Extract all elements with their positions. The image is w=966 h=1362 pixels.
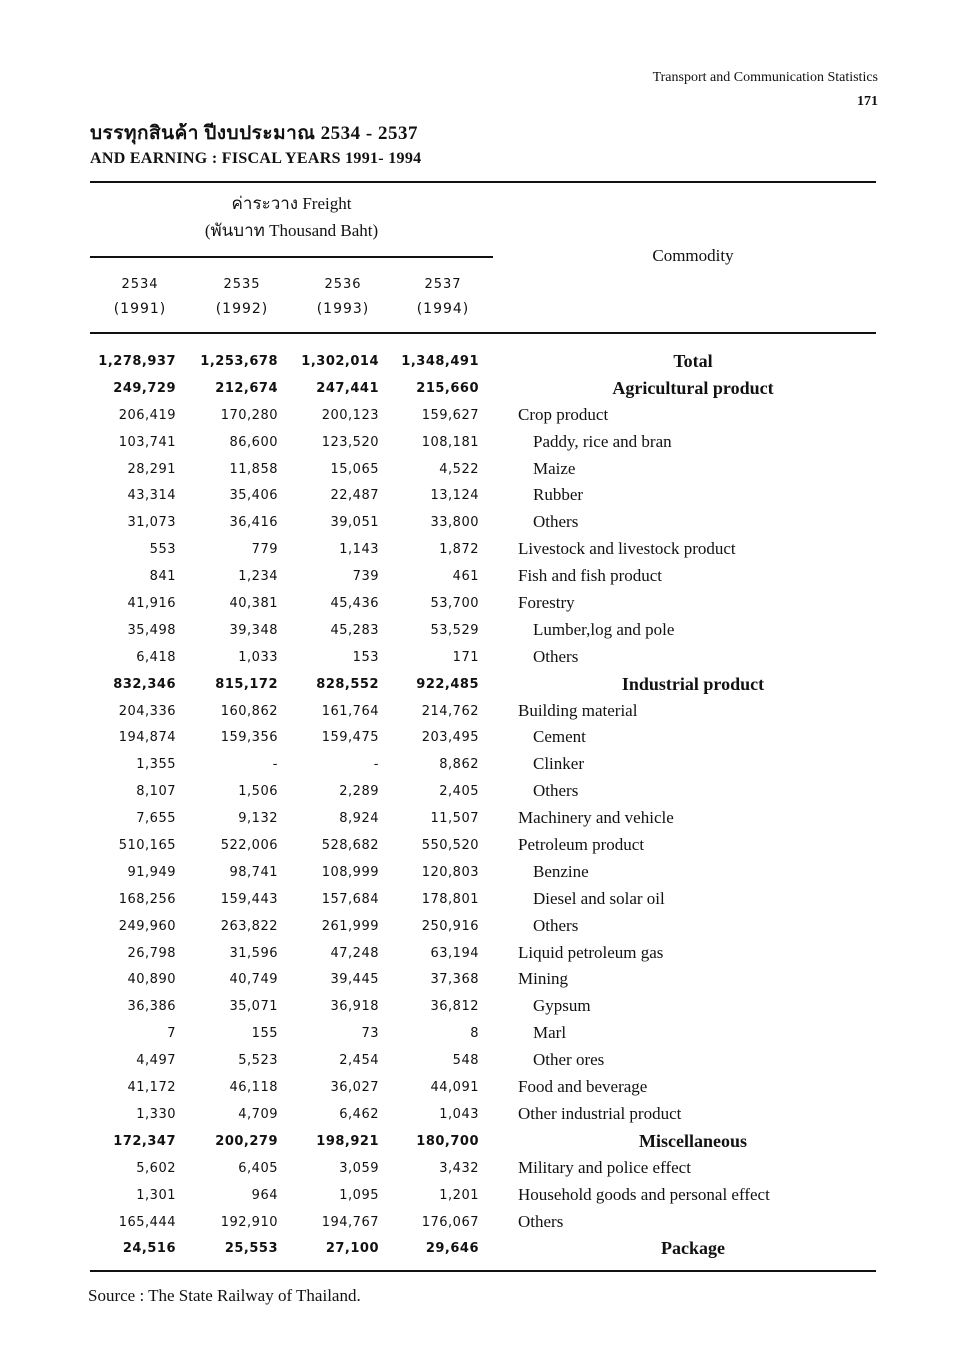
value-cell: 171 (452, 649, 479, 665)
value-cell: 35,406 (229, 488, 278, 504)
running-header (653, 66, 878, 114)
value-cell: 103,741 (118, 434, 176, 450)
value-cell: 47,248 (330, 945, 379, 961)
value-cell: 922,485 (416, 676, 479, 692)
value-cell: 15,065 (330, 461, 379, 477)
value-cell: 200,279 (215, 1133, 278, 1149)
value-cell: 522,006 (220, 838, 278, 854)
commodity-label: Others (533, 781, 579, 801)
value-cell: 461 (452, 569, 479, 585)
value-cell: 98,741 (229, 864, 278, 880)
value-cell: 91,949 (127, 864, 176, 880)
commodity-label: Machinery and vehicle (518, 808, 674, 828)
value-cell: 212,674 (215, 380, 278, 396)
table-row (90, 377, 876, 404)
value-cell: 39,051 (330, 515, 379, 531)
value-cell: 194,874 (118, 730, 176, 746)
source-note: Source : The State Railway of Thailand. (88, 1286, 361, 1305)
value-cell: 159,356 (220, 730, 278, 746)
table-row (90, 592, 876, 619)
table-row (90, 1157, 876, 1184)
value-cell: 964 (251, 1187, 278, 1203)
commodity-label: Mining (518, 969, 569, 989)
value-cell: 528,682 (321, 838, 379, 854)
year-be: 2534 (121, 277, 159, 292)
year-header-1992 (192, 272, 292, 322)
value-cell: 155 (251, 1026, 278, 1042)
value-cell: 6,418 (136, 649, 176, 665)
table-row (90, 404, 876, 431)
value-cell: 33,800 (430, 515, 479, 531)
value-cell: 204,336 (118, 703, 176, 719)
value-cell: 13,124 (430, 488, 479, 504)
value-cell: 31,073 (127, 515, 176, 531)
commodity-label: Others (533, 646, 579, 666)
value-cell: 1,302,014 (301, 354, 379, 369)
value-cell: 1,201 (439, 1187, 479, 1203)
value-cell: 1,234 (238, 569, 278, 585)
year-header-1993 (293, 272, 393, 322)
value-cell: 8,924 (339, 811, 379, 827)
value-cell: 8,862 (439, 757, 479, 773)
value-cell: 40,749 (229, 972, 278, 988)
table-row (90, 995, 876, 1022)
table-row (90, 1049, 876, 1076)
year-be: 2535 (223, 277, 261, 292)
value-cell: 3,059 (339, 1160, 379, 1176)
table-title-english: AND EARNING : FISCAL YEARS 1991- 1994 (90, 150, 422, 167)
value-cell: 25,553 (224, 1241, 278, 1257)
table-row (90, 1076, 876, 1103)
table-row (90, 1211, 876, 1238)
value-cell: 1,348,491 (401, 354, 479, 369)
table-row (90, 700, 876, 727)
value-cell: 553 (149, 542, 176, 558)
value-cell: 9,132 (238, 811, 278, 827)
table-row (90, 458, 876, 485)
value-cell: 11,507 (430, 811, 479, 827)
value-cell: 37,368 (430, 972, 479, 988)
commodity-label: Others (518, 1211, 564, 1231)
year-header-1994 (393, 272, 493, 322)
year-be: 2537 (424, 277, 462, 292)
value-cell: 200,123 (321, 407, 379, 423)
value-cell: 43,314 (127, 488, 176, 504)
table-row (90, 619, 876, 646)
value-cell: 6,462 (339, 1106, 379, 1122)
commodity-label: Livestock and livestock product (518, 539, 736, 559)
table-row (90, 1022, 876, 1049)
table-row (90, 942, 876, 969)
value-cell: 46,118 (229, 1080, 278, 1096)
value-cell: 1,043 (439, 1106, 479, 1122)
year-ce: (1992) (215, 301, 269, 317)
table-row (90, 968, 876, 995)
value-cell: 6,405 (238, 1160, 278, 1176)
value-cell: 35,071 (229, 999, 278, 1015)
table-row (90, 861, 876, 888)
commodity-label: Gypsum (533, 996, 591, 1016)
commodity-label: Household goods and personal effect (518, 1184, 770, 1204)
value-cell: - (272, 757, 278, 773)
value-cell: 178,801 (421, 891, 479, 907)
page-number: 171 (857, 94, 878, 109)
table-row (90, 673, 876, 700)
value-cell: 31,596 (229, 945, 278, 961)
value-cell: 160,862 (220, 703, 278, 719)
value-cell: 1,253,678 (200, 354, 278, 369)
table-row (90, 538, 876, 565)
table-row (90, 726, 876, 753)
value-cell: 53,700 (430, 596, 479, 612)
value-cell: 7 (167, 1026, 176, 1042)
year-be: 2536 (324, 277, 362, 292)
table-row (90, 807, 876, 834)
table-row (90, 484, 876, 511)
year-header-1991 (90, 272, 190, 322)
value-cell: 249,960 (118, 918, 176, 934)
commodity-label: Crop product (518, 404, 609, 424)
value-cell: 1,278,937 (98, 354, 176, 369)
commodity-label: Others (533, 915, 579, 935)
table-row (90, 1184, 876, 1211)
value-cell: 45,436 (330, 596, 379, 612)
value-cell: 1,095 (339, 1187, 379, 1203)
commodity-label: Industrial product (621, 673, 765, 694)
value-cell: 192,910 (220, 1214, 278, 1230)
year-ce: (1994) (416, 301, 470, 317)
value-cell: 159,627 (421, 407, 479, 423)
commodity-label: Military and police effect (518, 1157, 691, 1177)
commodity-label: Petroleum product (518, 835, 645, 855)
value-cell: 203,495 (421, 730, 479, 746)
table-row (90, 834, 876, 861)
commodity-label: Diesel and solar oil (533, 888, 665, 908)
value-cell: 4,522 (439, 461, 479, 477)
value-cell: 36,386 (127, 999, 176, 1015)
value-cell: 1,143 (339, 542, 379, 558)
value-cell: 176,067 (421, 1214, 479, 1230)
value-cell: 108,999 (321, 864, 379, 880)
table-row (90, 511, 876, 538)
table-row (90, 780, 876, 807)
table-body (90, 350, 876, 1264)
value-cell: 73 (361, 1026, 379, 1042)
commodity-column-header: Commodity (652, 246, 734, 265)
value-cell: 40,890 (127, 972, 176, 988)
freight-header-line2: (พันบาท Thousand Baht) (204, 221, 379, 240)
value-cell: 5,602 (136, 1160, 176, 1176)
value-cell: 157,684 (321, 891, 379, 907)
value-cell: 510,165 (118, 838, 176, 854)
value-cell: 815,172 (215, 676, 278, 692)
value-cell: 170,280 (220, 407, 278, 423)
value-cell: 165,444 (118, 1214, 176, 1230)
commodity-label: Maize (533, 458, 576, 478)
commodity-label: Rubber (533, 485, 584, 505)
value-cell: 159,475 (321, 730, 379, 746)
commodity-label: Building material (518, 700, 638, 720)
value-cell: 841 (149, 569, 176, 585)
commodity-label: Others (533, 512, 579, 532)
value-cell: 550,520 (421, 838, 479, 854)
table-row (90, 1237, 876, 1264)
value-cell: 28,291 (127, 461, 176, 477)
value-cell: 39,445 (330, 972, 379, 988)
table-row (90, 1130, 876, 1157)
value-cell: 206,419 (118, 407, 176, 423)
value-cell: 180,700 (416, 1133, 479, 1149)
value-cell: 36,918 (330, 999, 379, 1015)
value-cell: 261,999 (321, 918, 379, 934)
value-cell: 120,803 (421, 864, 479, 880)
table-row (90, 431, 876, 458)
table-row (90, 1103, 876, 1130)
value-cell: 739 (352, 569, 379, 585)
value-cell: 5,523 (238, 1053, 278, 1069)
value-cell: 8 (470, 1026, 479, 1042)
table-title-thai: บรรทุกสินค้า ปีงบประมาณ 2534 - 2537 (90, 123, 418, 144)
value-cell: 215,660 (416, 380, 479, 396)
value-cell: 40,381 (229, 596, 278, 612)
value-cell: 159,443 (220, 891, 278, 907)
table-row (90, 565, 876, 592)
value-cell: 250,916 (421, 918, 479, 934)
commodity-label: Clinker (533, 754, 584, 774)
commodity-label: Total (673, 351, 713, 371)
value-cell: 22,487 (330, 488, 379, 504)
value-cell: 194,767 (321, 1214, 379, 1230)
table-row (90, 915, 876, 942)
commodity-label: Miscellaneous (639, 1130, 747, 1151)
section-title: Transport and Communication Statistics (652, 70, 878, 85)
value-cell: 153 (352, 649, 379, 665)
header-bottom-rule (90, 332, 876, 334)
value-cell: 36,027 (330, 1080, 379, 1096)
commodity-label: Paddy, rice and bran (533, 431, 672, 451)
commodity-label: Marl (533, 1023, 567, 1043)
value-cell: 39,348 (229, 622, 278, 638)
commodity-label: Benzine (533, 861, 589, 881)
table-row (90, 350, 876, 377)
year-ce: (1991) (113, 301, 167, 317)
value-cell: 86,600 (229, 434, 278, 450)
value-cell: 249,729 (113, 380, 176, 396)
value-cell: 1,033 (238, 649, 278, 665)
value-cell: 35,498 (127, 622, 176, 638)
commodity-label: Food and beverage (518, 1077, 648, 1097)
value-cell: 1,872 (439, 542, 479, 558)
value-cell: 53,529 (430, 622, 479, 638)
top-rule (90, 181, 876, 183)
value-cell: 4,497 (136, 1053, 176, 1069)
value-cell: 36,416 (229, 515, 278, 531)
commodity-label: Cement (533, 727, 586, 747)
value-cell: - (373, 757, 379, 773)
value-cell: 29,646 (425, 1241, 479, 1257)
value-cell: 108,181 (421, 434, 479, 450)
commodity-label: Liquid petroleum gas (518, 942, 664, 962)
value-cell: 168,256 (118, 891, 176, 907)
commodity-label: Other industrial product (518, 1103, 682, 1123)
value-cell: 2,405 (439, 784, 479, 800)
freight-column-group-header (90, 190, 493, 244)
value-cell: 214,762 (421, 703, 479, 719)
table-row (90, 753, 876, 780)
value-cell: 63,194 (430, 945, 479, 961)
value-cell: 1,355 (136, 757, 176, 773)
value-cell: 161,764 (321, 703, 379, 719)
value-cell: 2,454 (339, 1053, 379, 1069)
value-cell: 1,506 (238, 784, 278, 800)
commodity-label: Package (661, 1238, 725, 1259)
value-cell: 1,301 (136, 1187, 176, 1203)
table-row (90, 888, 876, 915)
value-cell: 7,655 (136, 811, 176, 827)
commodity-label: Forestry (518, 593, 575, 613)
year-ce: (1993) (316, 301, 370, 317)
value-cell: 828,552 (316, 676, 379, 692)
value-cell: 36,812 (430, 999, 479, 1015)
value-cell: 4,709 (238, 1106, 278, 1122)
value-cell: 2,289 (339, 784, 379, 800)
value-cell: 832,346 (113, 676, 176, 692)
value-cell: 11,858 (229, 461, 278, 477)
commodity-label: Agricultural product (612, 377, 774, 398)
commodity-label: Lumber,log and pole (533, 619, 675, 639)
value-cell: 8,107 (136, 784, 176, 800)
value-cell: 45,283 (330, 622, 379, 638)
value-cell: 263,822 (220, 918, 278, 934)
value-cell: 41,916 (127, 596, 176, 612)
value-cell: 548 (452, 1053, 479, 1069)
value-cell: 1,330 (136, 1106, 176, 1122)
value-cell: 24,516 (122, 1241, 176, 1257)
value-cell: 123,520 (321, 434, 379, 450)
freight-header-line1: ค่าระวาง Freight (231, 194, 352, 213)
value-cell: 44,091 (430, 1080, 479, 1096)
commodity-label: Fish and fish product (518, 566, 663, 586)
commodity-label: Other ores (533, 1050, 605, 1070)
table-row (90, 646, 876, 673)
value-cell: 27,100 (325, 1241, 379, 1257)
value-cell: 247,441 (316, 380, 379, 396)
value-cell: 3,432 (439, 1160, 479, 1176)
value-cell: 41,172 (127, 1080, 176, 1096)
value-cell: 198,921 (316, 1133, 379, 1149)
value-cell: 26,798 (127, 945, 176, 961)
value-cell: 172,347 (113, 1133, 176, 1149)
value-cell: 779 (251, 542, 278, 558)
bottom-rule (90, 1270, 876, 1272)
freight-header-underline (90, 256, 493, 258)
